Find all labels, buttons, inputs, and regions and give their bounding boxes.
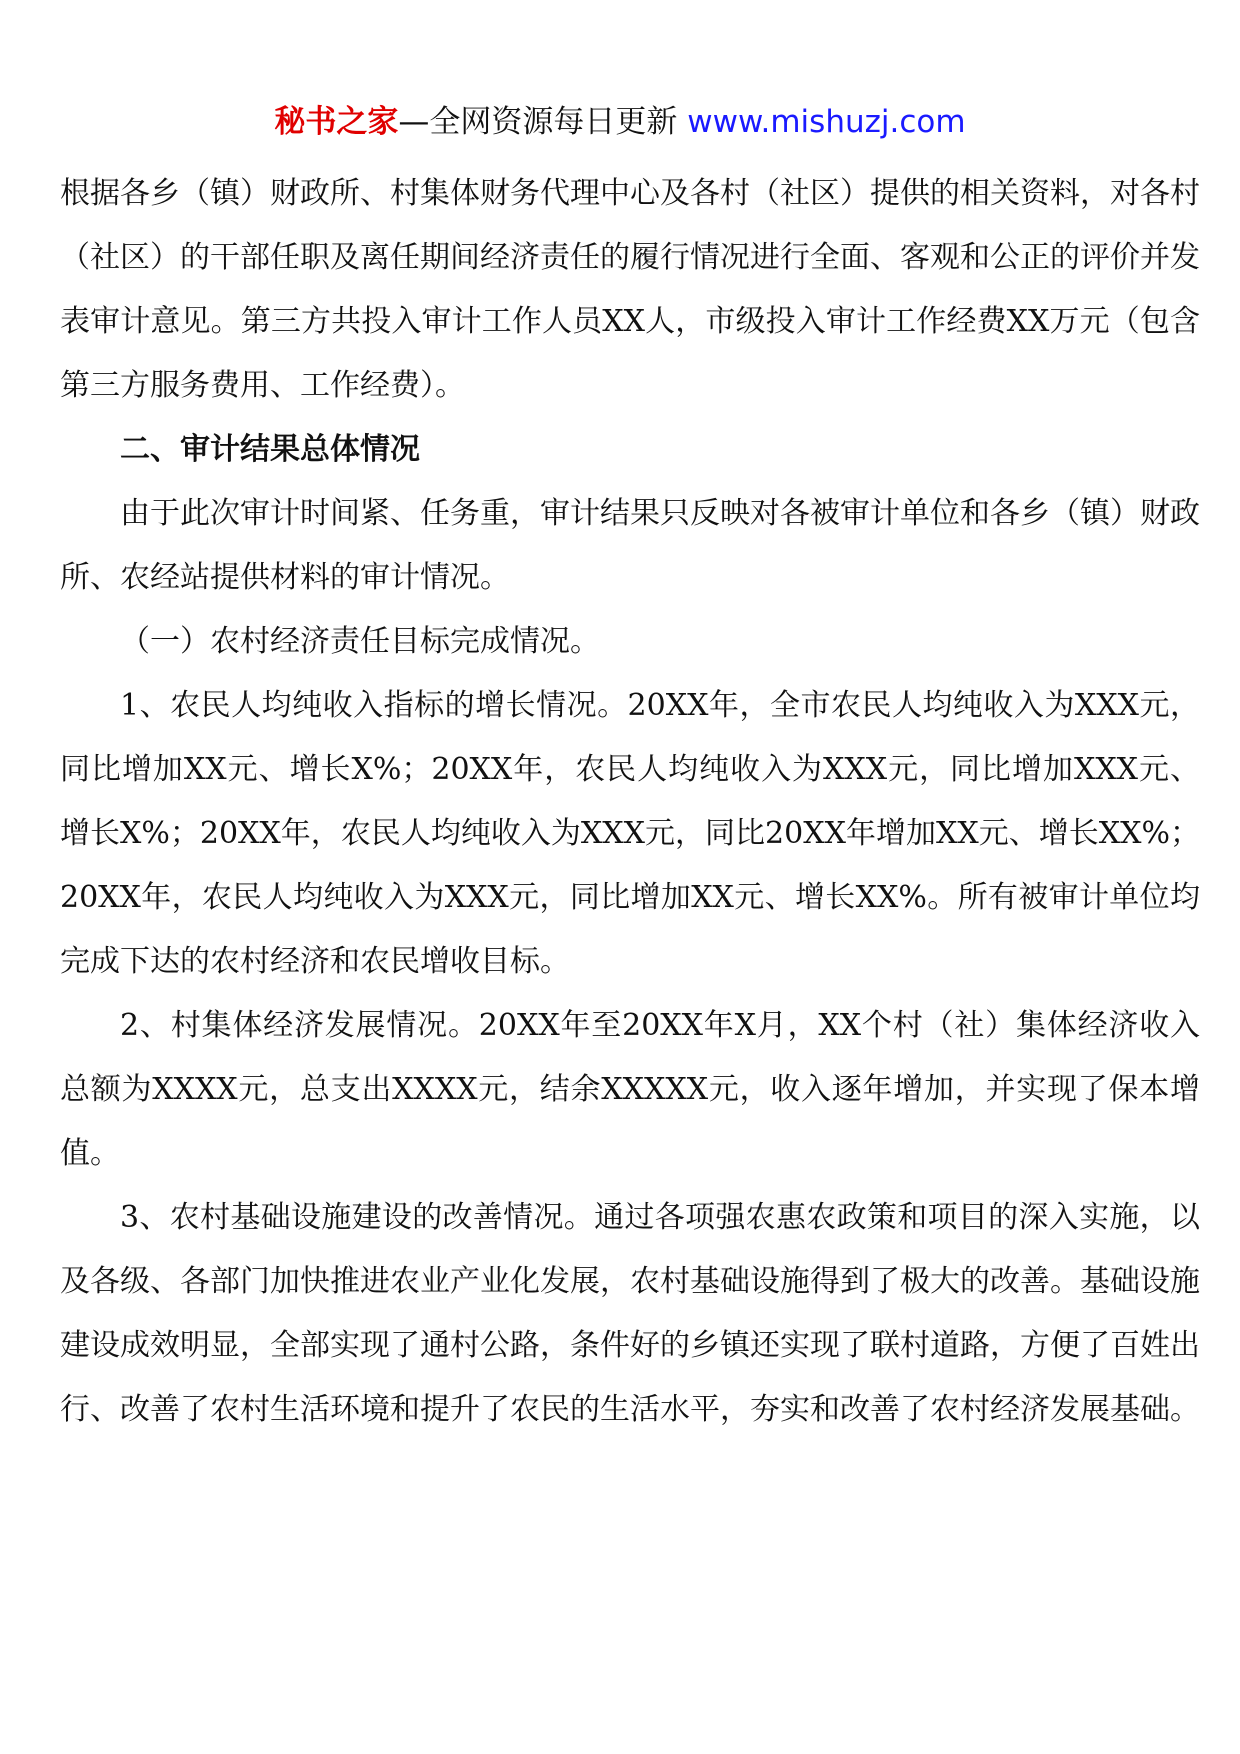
paragraph-continuation: 根据各乡（镇）财政所、村集体财务代理中心及各村（社区）提供的相关资料，对各村（社区）的干部任职及离任期间经济责任的履行情况进行全面、客观和公正的评价并发表审计意见。第三方共投入审计工作人员XX人，市级投入审计工作经费XX万元（包含第三方服务费用、工作经费）。 bbox=[60, 176, 1200, 403]
list-item: 2、村集体经济发展情况。20XX年至20XX年X月，XX个村（社）集体经济收入总额为XXXX元，总支出XXXX元，结余XXXXX元，收入逐年增加，并实现了保本增值。 bbox=[60, 1008, 1200, 1171]
document-body bbox=[60, 162, 1200, 1442]
list-item: 1、农民人均纯收入指标的增长情况。20XX年，全市农民人均纯收入为XXX元，同比增加XX元、增长X%；20XX年，农民人均纯收入为XXX元，同比增加XXX元、增长X%；20XX年，农民人均纯收入为XXX元，同比20XX年增加XX元、增长XX%；20XX年，农民人均纯收入为XXX元，同比增加XX元、增长XX%。所有被审计单位均完成下达的农村经济和农民增收目标。 bbox=[60, 688, 1200, 979]
website-link[interactable]: www.mishuzj.com bbox=[687, 104, 966, 140]
section-heading: 二、审计结果总体情况 bbox=[120, 432, 420, 467]
paragraph: 由于此次审计时间紧、任务重，审计结果只反映对各被审计单位和各乡（镇）财政所、农经站提供材料的审计情况。 bbox=[60, 496, 1200, 595]
brand-name: 秘书之家 bbox=[274, 104, 399, 140]
header-slogan: —全网资源每日更新 bbox=[398, 104, 688, 140]
page-header bbox=[0, 100, 1240, 144]
list-item: 3、农村基础设施建设的改善情况。通过各项强农惠农政策和项目的深入实施，以及各级、各部门加快推进农业产业化发展，农村基础设施得到了极大的改善。基础设施建设成效明显，全部实现了通村公路，条件好的乡镇还实现了联村道路，方便了百姓出行、改善了农村生活环境和提升了农民的生活水平，夯实和改善了农村经济发展基础。 bbox=[60, 1200, 1200, 1427]
subsection-heading: （一）农村经济责任目标完成情况。 bbox=[120, 624, 600, 659]
